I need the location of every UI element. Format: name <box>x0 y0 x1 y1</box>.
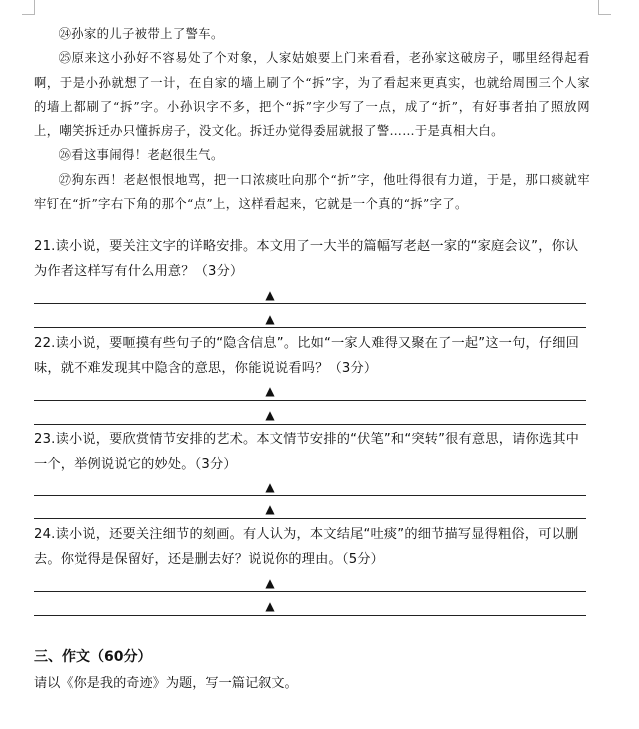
story-paragraph-25: ㉕原来这小孙好不容易处了个对象，人家姑娘要上门来看看，老孙家这破房子，哪里经得起看啊，于是小孙就想了一计，在自家的墙上刷了个“拆”字，为了看起来更真实，也就给周围三个人家的墙上都刷了“拆”字。小孙识字不多，把个“拆”字少写了一点，成了“折”，有好事者拍了照放网上，嘲笑拆迁办只懂拆房子，没文化。拆迁办觉得委屈就报了警……于是真相大白。 <box>34 51 590 139</box>
answer-marker-icon: ▲ <box>265 599 275 613</box>
answer-line[interactable] <box>34 424 586 425</box>
question-23: 23.读小说，要欣赏情节安排的艺术。本文情节安排的“伏笔”和“突转”很有意思，请你选其中一个，举例说说它的妙处。（3分） <box>34 432 580 472</box>
answer-marker-icon: ▲ <box>265 408 275 422</box>
answer-marker-icon: ▲ <box>265 502 275 516</box>
answer-marker-icon: ▲ <box>265 576 275 590</box>
crop-mark-left <box>22 0 35 15</box>
answer-marker-icon: ▲ <box>265 288 275 302</box>
question-22: 22.读小说，要咂摸有些句子的“隐含信息”。比如“一家人难得又聚在了一起”这一句，仔细回味，就不难发现其中隐含的意思，你能说说看吗？（3分） <box>34 336 580 376</box>
answer-line[interactable] <box>34 615 586 616</box>
story-paragraph-27: ㉗狗东西！老赵恨恨地骂，把一口浓痰吐向那个“折”字，他吐得很有力道，于是，那口痰就牢牢钉在“折”字右下角的那个“点”上，这样看起来，它就是一个真的“拆”字了。 <box>34 172 590 212</box>
composition-prompt: 请以《你是我的奇迹》为题，写一篇记叙文。 <box>34 676 298 691</box>
answer-line[interactable] <box>34 518 586 519</box>
answer-marker-icon: ▲ <box>265 312 275 326</box>
crop-mark-right <box>598 0 611 15</box>
answer-marker-icon: ▲ <box>265 480 275 494</box>
story-excerpt <box>34 22 590 216</box>
answer-line[interactable] <box>34 400 586 401</box>
composition-section-title: 三、作文（60分） <box>34 649 152 665</box>
answer-line[interactable] <box>34 495 586 496</box>
question-24: 24.读小说，还要关注细节的刻画。有人认为，本文结尾“吐痰”的细节描写显得粗俗，可以删去。你觉得是保留好，还是删去好？说说你的理由。（5分） <box>34 527 579 567</box>
question-21: 21.读小说，要关注文字的详略安排。本文用了一大半的篇幅写老赵一家的“家庭会议”，你认为作者这样写有什么用意？（3分） <box>34 239 579 279</box>
answer-marker-icon: ▲ <box>265 384 275 398</box>
story-paragraph-24: ㉔孙家的儿子被带上了警车。 <box>58 27 224 41</box>
answer-line[interactable] <box>34 303 586 304</box>
story-paragraph-26: ㉖看这事闹得！老赵很生气。 <box>58 148 224 163</box>
answer-line[interactable] <box>34 327 586 328</box>
answer-line[interactable] <box>34 591 586 592</box>
